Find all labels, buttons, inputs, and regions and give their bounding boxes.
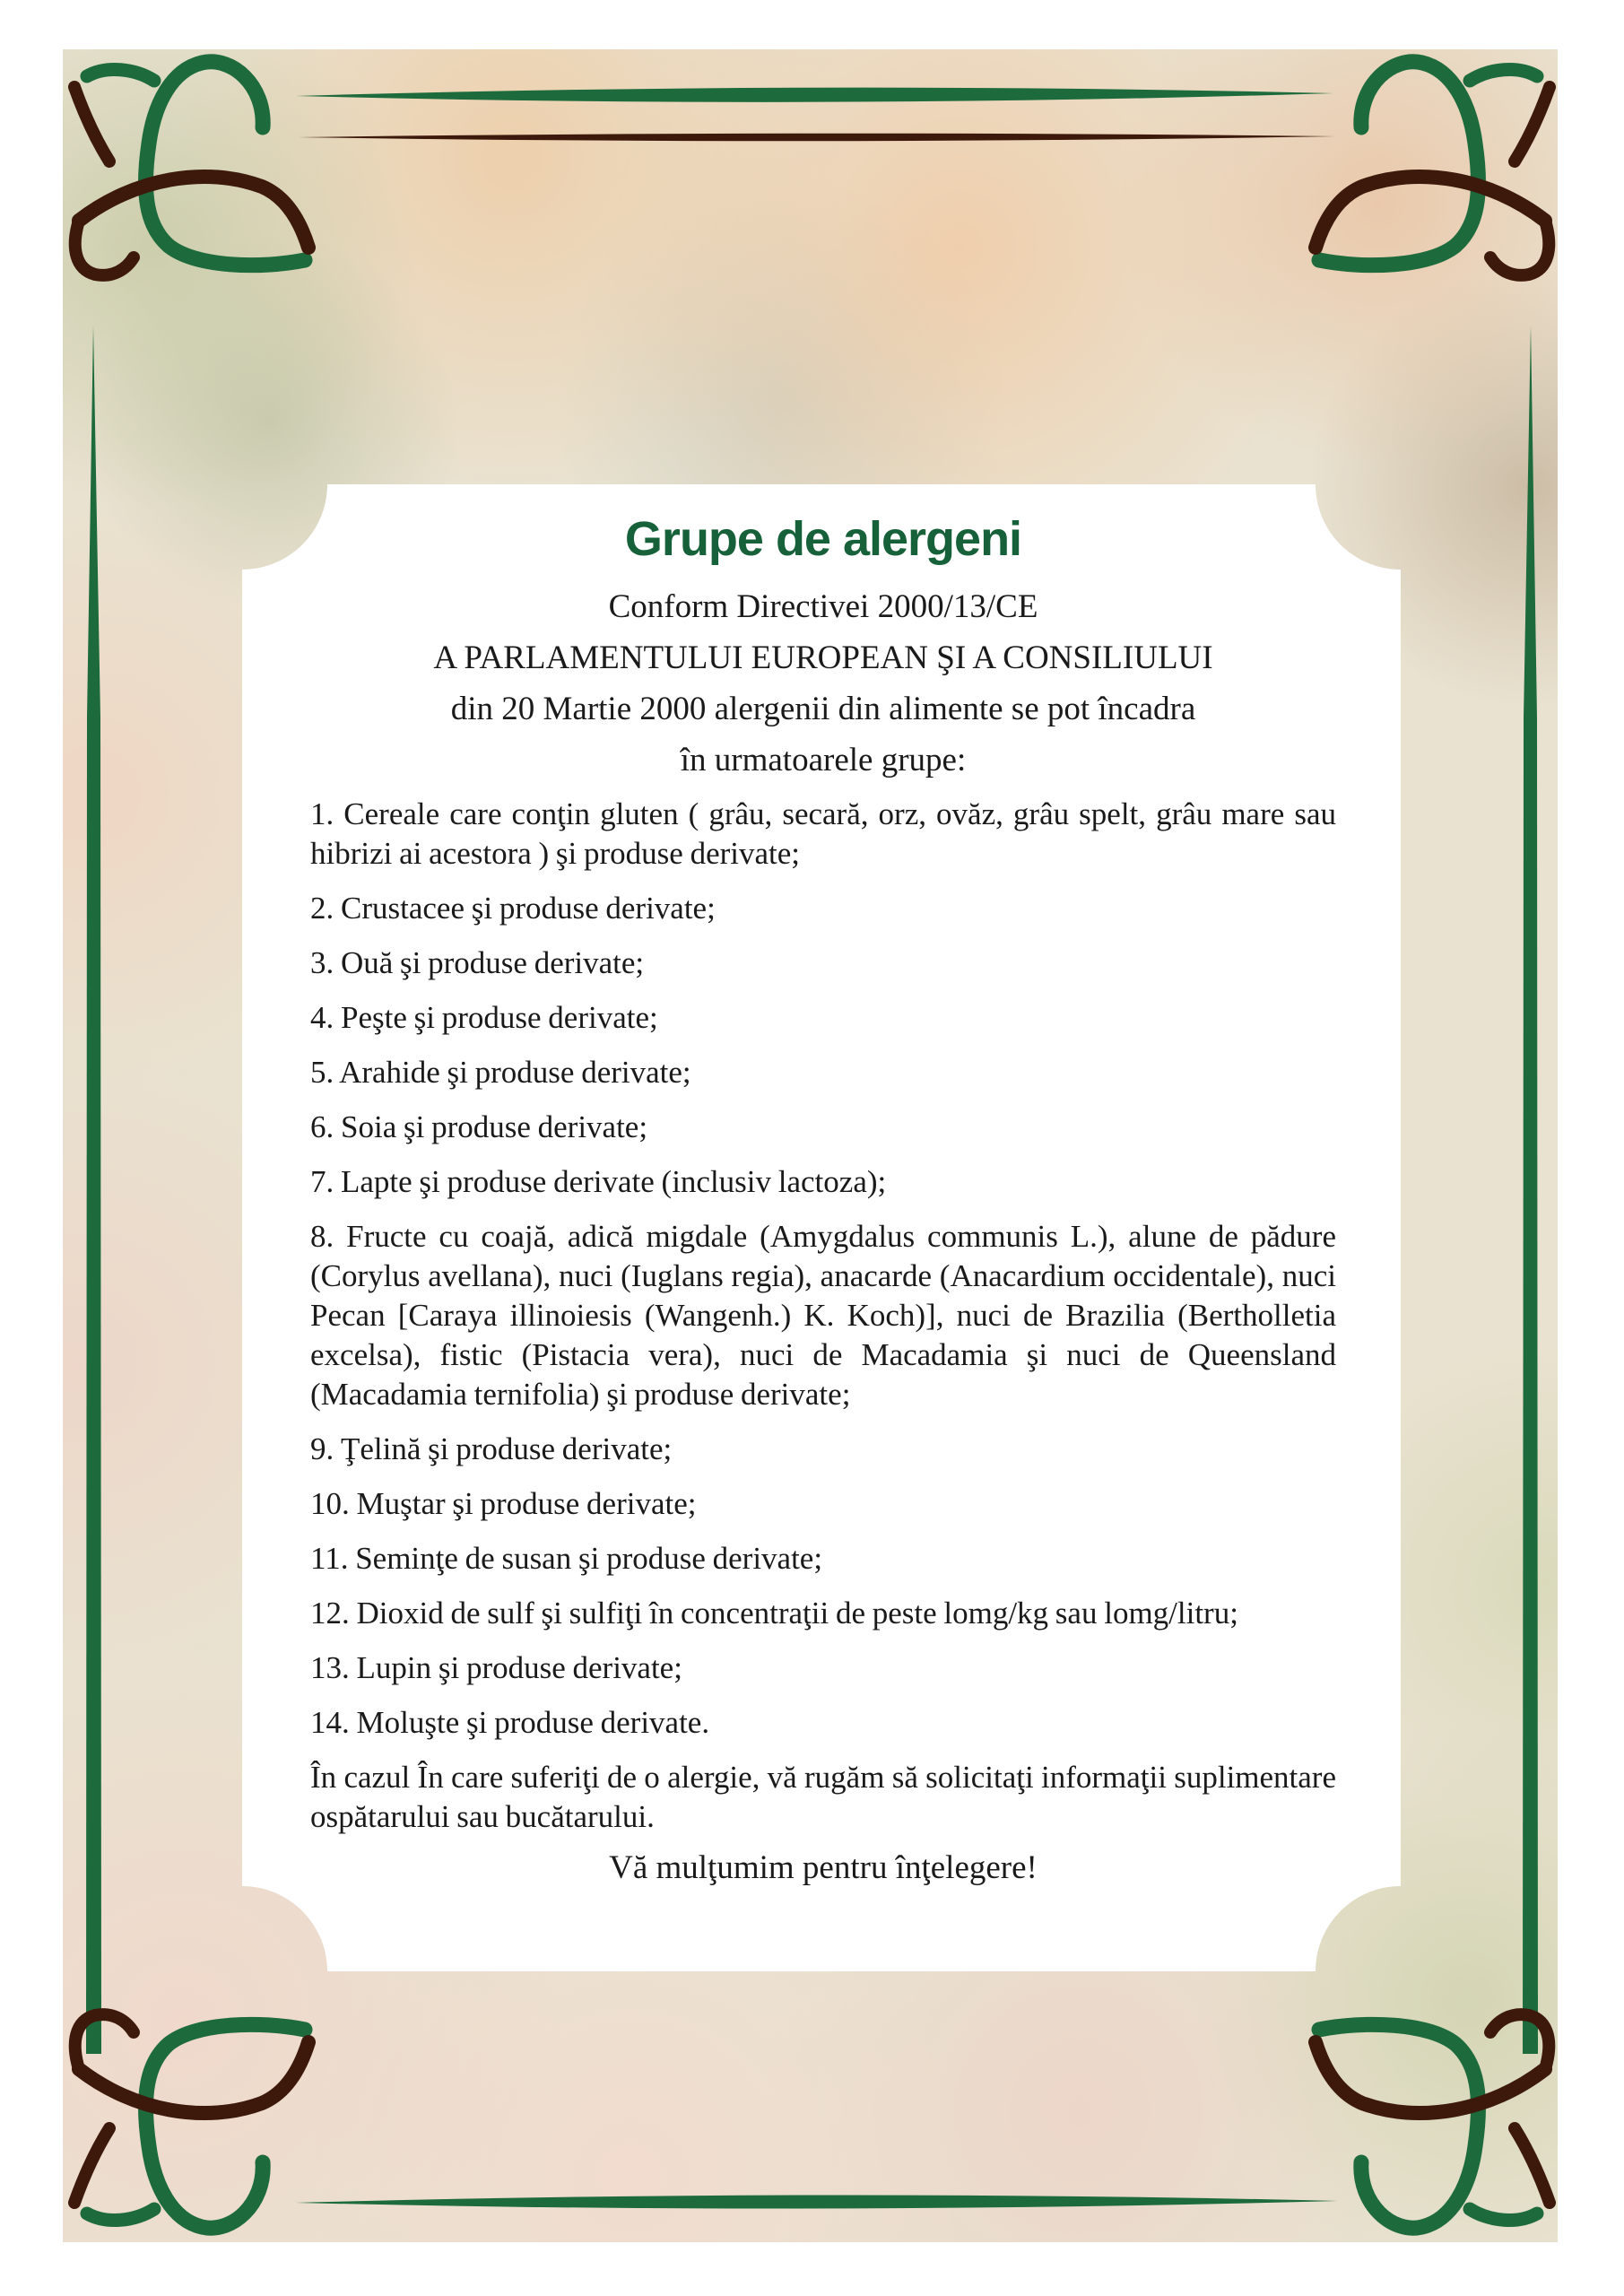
intro-line-groups: în urmatoarele grupe:: [680, 742, 967, 778]
allergen-item-12: 12. Dioxid de sulf şi sulfiţi în concentraţii de peste lomg/kg sau lomg/litru;: [310, 1596, 1238, 1631]
allergen-item-14: 14. Moluşte şi produse derivate.: [310, 1705, 710, 1740]
allergen-item-10: 10. Muştar şi produse derivate;: [310, 1486, 697, 1521]
right-green-rule: [1523, 326, 1538, 2054]
allergen-item-9: 9. Ţelină şi produse derivate;: [310, 1431, 673, 1466]
allergen-item-11: 11. Seminţe de susan şi produse derivate;: [310, 1541, 823, 1576]
allergen-item-3: 3. Ouă şi produse derivate;: [310, 945, 645, 980]
bottom-green-rule: [296, 2195, 1338, 2208]
allergen-item-2: 2. Crustacee şi produse derivate;: [310, 891, 716, 926]
intro-line-parliament: A PARLAMENTULUI EUROPEAN ŞI A CONSILIULUI: [433, 639, 1213, 676]
corner-flourish-top-left-icon: [74, 62, 308, 275]
allergen-item-13: 13. Lupin şi produse derivate;: [310, 1650, 682, 1685]
allergen-item-5: 5. Arahide şi produse derivate;: [310, 1055, 691, 1090]
corner-flourish-top-right-icon: [1316, 62, 1550, 275]
closing-note: În cazul În care suferiţi de o alergie, vă rugăm să solicitaţi informaţii suplimentare ospătarului sau bucătarului.: [310, 1760, 1336, 1834]
thanks-line: Vă mulţumim pentru înţelegere!: [609, 1849, 1038, 1886]
left-green-rule: [86, 326, 101, 2054]
intro-line-date: din 20 Martie 2000 alergenii din alimente se pot încadra: [450, 691, 1196, 727]
allergen-item-4: 4. Peşte şi produse derivate;: [310, 1000, 658, 1035]
card-content: [242, 484, 1401, 1971]
top-green-rule: [296, 88, 1333, 102]
corner-flourish-bottom-left-icon: [74, 2014, 308, 2228]
allergen-item-7: 7. Lapte şi produse derivate (inclusiv lactoza);: [310, 1164, 887, 1199]
allergen-item-1: 1. Cereale care conţin gluten ( grâu, secară, orz, ovăz, grâu spelt, grâu mare sau hibrizi ai acestora ) şi produse derivate;: [310, 796, 1336, 871]
intro-block: [310, 581, 1336, 786]
allergen-item-6: 6. Soia şi produse derivate;: [310, 1109, 648, 1144]
intro-line-directive: Conform Directivei 2000/13/CE: [608, 588, 1038, 625]
allergen-item-8: 8. Fructe cu coajă, adică migdale (Amygdalus communis L.), alune de pădure (Corylus avellana), nuci (Iuglans regia), anacarde (Anacardium occidentale), nuci Pecan [Caraya illinoiesis (Wangenh.) K. Koch)], nuci de Brazilia (Bertholletia excelsa), fistic (Pistacia vera), nuci de Macadamia şi nuci de Queensland (Macadamia ternifolia) şi produse derivate;: [310, 1219, 1336, 1412]
corner-flourish-bottom-right-icon: [1316, 2014, 1550, 2228]
page-title: Grupe de alergeni: [624, 512, 1022, 566]
top-brown-rule: [298, 134, 1335, 142]
